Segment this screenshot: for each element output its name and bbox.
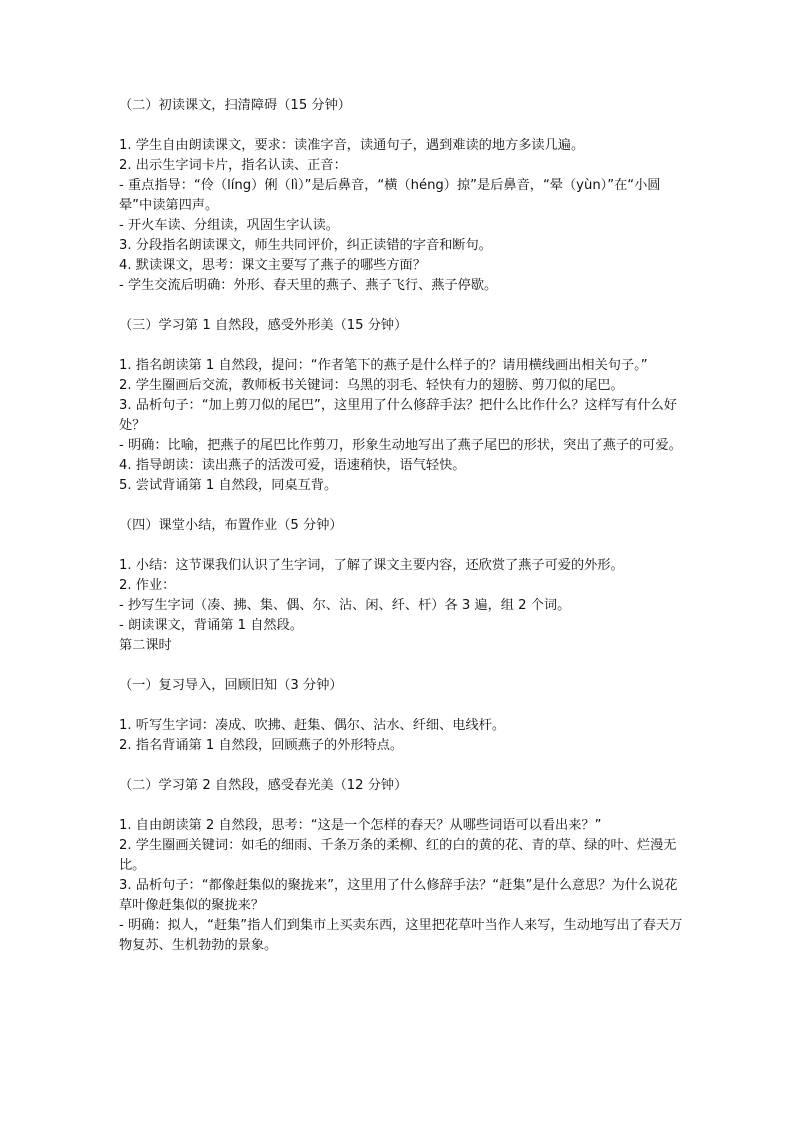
list-item: 2. 作业： [119, 578, 176, 593]
section-heading-paragraph-2: （二）学习第 2 自然段，感受春光美（12 分钟） [119, 778, 408, 793]
list-item: 3. 品析句子：“加上剪刀似的尾巴”，这里用了什么修辞手法？把什么比作什么？这样写有什么好处？ [119, 398, 677, 433]
document-page [119, 96, 684, 956]
list-item: 2. 指名背诵第 1 自然段，回顾燕子的外形特点。 [119, 738, 404, 753]
spacer [119, 116, 684, 136]
list-item: - 重点指导：“伶（líng）俐（lì）”是后鼻音，“横（héng）掠”是后鼻音，“晕（yùn）”在“小圆晕”中读第四声。 [119, 178, 661, 213]
spacer [119, 696, 684, 716]
spacer [119, 496, 684, 516]
list-item: - 明确：拟人，“赶集”指人们到集市上买卖东西，这里把花草叶当作人来写，生动地写出了春天万物复苏、生机勃勃的景象。 [119, 918, 683, 953]
list-item: 2. 出示生字词卡片，指名认读、正音： [119, 158, 347, 173]
list-item: - 明确：比喻，把燕子的尾巴比作剪刀，形象生动地写出了燕子尾巴的形状，突出了燕子的可爱。 [119, 438, 682, 453]
list-item: 1. 听写生字词：凑成、吹拂、赶集、偶尔、沾水、纤细、电线杆。 [119, 718, 506, 733]
list-item: 4. 默读课文，思考：课文主要写了燕子的哪些方面？ [119, 258, 426, 273]
spacer [119, 296, 684, 316]
list-item: 3. 品析句子：“都像赶集似的聚拢来”，这里用了什么修辞手法？“赶集”是什么意思？为什么说花草叶像赶集似的聚拢来？ [119, 878, 678, 913]
lesson-title: 第二课时 [119, 638, 172, 653]
list-item: - 抄写生字词（凑、拂、集、偶、尔、沾、闲、纤、杆）各 3 遍，组 2 个词。 [119, 598, 571, 613]
list-item: 1. 指名朗读第 1 自然段，提问：“作者笔下的燕子是什么样子的？请用横线画出相关句子。” [119, 358, 648, 373]
list-item: 3. 分段指名朗读课文，师生共同评价，纠正读错的字音和断句。 [119, 238, 492, 253]
section-heading-review: （一）复习导入，回顾旧知（3 分钟） [119, 678, 343, 693]
section-heading-summary: （四）课堂小结，布置作业（5 分钟） [119, 518, 343, 533]
list-item: 5. 尝试背诵第 1 自然段，同桌互背。 [119, 478, 338, 493]
list-item: - 朗读课文，背诵第 1 自然段。 [119, 618, 303, 633]
list-item: - 开火车读、分组读，巩固生字认读。 [119, 218, 339, 233]
list-item: 2. 学生圈画后交流，教师板书关键词：乌黑的羽毛、轻快有力的翅膀、剪刀似的尾巴。 [119, 378, 624, 393]
list-item: 1. 小结：这节课我们认识了生字词，了解了课文主要内容，还欣赏了燕子可爱的外形。 [119, 558, 624, 573]
section-heading-reading: （二）初读课文，扫清障碍（15 分钟） [119, 98, 351, 113]
spacer [119, 796, 684, 816]
list-item: 4. 指导朗读：读出燕子的活泼可爱，语速稍快，语气轻快。 [119, 458, 466, 473]
list-item: 1. 自由朗读第 2 自然段，思考：“这是一个怎样的春天？从哪些词语可以看出来？” [119, 818, 602, 833]
list-item: - 学生交流后明确：外形、春天里的燕子、燕子飞行、燕子停歇。 [119, 278, 498, 293]
spacer [119, 336, 684, 356]
spacer [119, 756, 684, 776]
section-heading-paragraph-1: （三）学习第 1 自然段，感受外形美（15 分钟） [119, 318, 408, 333]
list-item: 1. 学生自由朗读课文，要求：读准字音，读通句子，遇到难读的地方多读几遍。 [119, 138, 585, 153]
list-item: 2. 学生圈画关键词：如毛的细雨、千条万条的柔柳、红的白的黄的花、青的草、绿的叶、烂漫无比。 [119, 838, 677, 873]
spacer [119, 656, 684, 676]
spacer [119, 536, 684, 556]
